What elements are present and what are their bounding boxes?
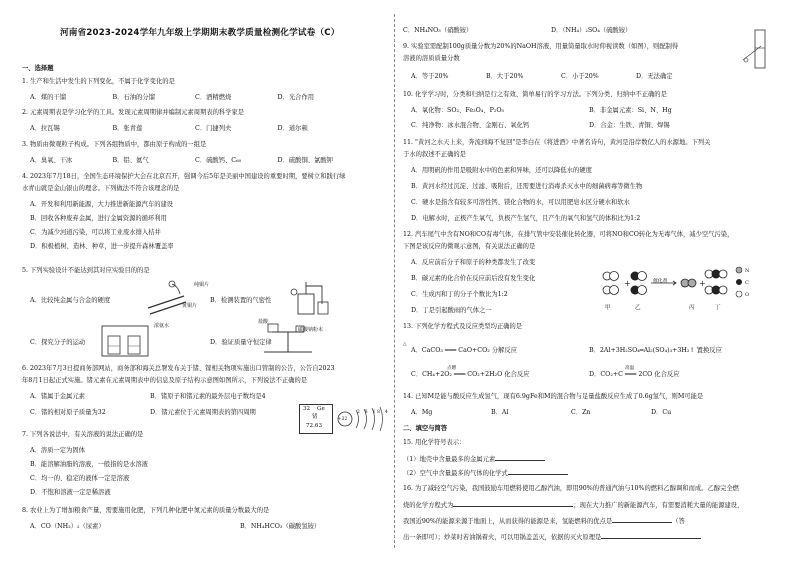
question-1-options	[30, 93, 360, 102]
cylinder-reading-figure	[743, 26, 773, 70]
question-3: 3. 物质由微观粒子构成。下列各组物质中，都由原子构成的一组是	[22, 141, 207, 148]
element-name: 锗	[312, 414, 318, 420]
section-heading-choice: 一、选择题	[22, 65, 54, 72]
molecule-motion-figure	[100, 322, 152, 360]
option-a[interactable]: A．溶质一定为固体	[30, 447, 85, 454]
option-c[interactable]: C．Zn	[571, 409, 591, 416]
option-a[interactable]: A．氧化物：SO₂、Fe₃O₄、P₂O₅	[411, 107, 505, 114]
option-b[interactable]: B．非金属元素：Si、N、Hg	[589, 107, 672, 114]
question-15-part1	[403, 454, 545, 464]
option-d[interactable]: D．（NH₄）₂SO₄（硫酸铵）	[551, 27, 632, 34]
option-a[interactable]: A．煤的干馏	[30, 94, 67, 101]
answer-blank[interactable]	[612, 516, 672, 523]
answer-blank[interactable]	[453, 500, 573, 507]
answer-blank[interactable]	[495, 454, 545, 461]
option-b[interactable]: B．检测装置的气密性	[210, 297, 272, 304]
legend-c: C	[745, 280, 749, 286]
question-1: 1. 生产和生活中发生的下列变化，不属于化学变化的是	[22, 78, 175, 85]
option-c[interactable]: C．硬水是指含有较多可溶性钙、镁化合物的水，可以用肥皂水区分硬水和软水	[411, 199, 630, 206]
question-16-line4	[403, 532, 701, 542]
condition-high-temp: 高温	[625, 366, 635, 371]
option-a[interactable]: A．CO（NH₂）₂（尿素）	[30, 523, 105, 530]
option-b[interactable]: B．NH₄HCO₃（碳酸氢铵）	[240, 523, 321, 530]
svg-text:+: +	[624, 279, 631, 288]
option-b[interactable]: B．2Al+3H₂SO₄═Al₂(SO₄)₃+3H₂↑ 置换反应	[589, 347, 722, 354]
question-9-line2: 溶液的溶质质量分数	[403, 55, 460, 62]
question-11-line1: 11. "黄河之水天上来，奔流到海不复回"是李白在《将进酒》中著名诗句，黄河是沿岸数亿人的水源地。下列关	[403, 139, 711, 146]
question-13: 13. 下列化学方程式及反应类型均正确的是	[403, 323, 523, 330]
option-c[interactable]: C．锗的相对原子质量为32	[30, 409, 106, 416]
option-c[interactable]: C．小于20%	[561, 73, 599, 80]
question-12-line1: 12. 汽车尾气中含有NO和CO有毒气体，在排气管中安装催化转化器，可将NO和CO转化为无毒气体，减少空气污染，	[403, 231, 734, 238]
question-15-part2-text: （2）空气中含量最多的气体的化学式	[403, 470, 508, 477]
svg-text:+: +	[699, 279, 706, 288]
question-4-line2: 水青山就是金山银山的理念。下列做法不符合该理念的是	[22, 185, 180, 192]
option-d[interactable]: D．硫酸铜、氯酸钾	[277, 157, 333, 164]
option-b[interactable]: B．张青莲	[112, 125, 143, 132]
product-label-ding: 丁	[715, 305, 721, 311]
question-16-line3-text: 我国近90%的能源来源于地面上，从而获得的能源是来，氢能燃料的优点是	[403, 518, 613, 525]
question-16-line2-text: 烧的化学方程式为	[403, 502, 454, 509]
option-d[interactable]: D．道尔顿	[277, 125, 308, 132]
option-d[interactable]: D．CO₂+C ═══ 2CO 化合反应	[589, 371, 680, 378]
option-c[interactable]: C．生成丙和丁的分子个数比为1:2	[411, 291, 508, 298]
question-9-line1: 9. 实验室需配制100g质量分数为20%的NaOH溶液，用量筒量取水时仰视读数（如图），则配制得	[403, 43, 679, 50]
option-b[interactable]: B．黄河水经过沉淀、过滤、吸附后，还需要进行消毒杀灭水中的细菌病毒等微生物	[411, 183, 643, 190]
product-label-bing: 丙	[689, 305, 695, 311]
question-5: 5. 下列实验设计不能达到其对应实验目的的是	[22, 267, 150, 274]
question-16-line3	[403, 516, 685, 526]
question-4-line1: 4. 2023年7月18日，全国生态环境保护大会在北京召开，强调今后5年是美丽中国建设的重要时期，要树立和践行绿	[22, 173, 346, 180]
option-d[interactable]: D．积极植树、造林、种草，进一步提升森林覆盖率	[30, 243, 174, 250]
question-12-line2: 下图是该反应的微观示意图，有关说法正确的是	[403, 243, 536, 250]
option-b[interactable]: B．碳元素的化合价在反应前后没有发生变化	[411, 275, 536, 282]
question-15: 15. 用化学符号表示：	[403, 439, 466, 446]
option-b[interactable]: B．锗原子和锗元素的最外层电子数均是4	[150, 393, 266, 400]
option-c[interactable]: C．门捷列夫	[195, 125, 232, 132]
question-16-line1: 16. 为了减轻空气污染，我国鼓励车用燃料使用乙醇汽油，即用90%的普通汽油与10%的燃料乙醇调和而成。乙醇完全燃	[403, 485, 739, 492]
question-8: 8. 农业上为了增加粮食产量，需要施用化肥，下列几种化肥中氮元素的质量分数最大的是	[22, 507, 270, 514]
fig-label-hcl: 盐酸	[258, 319, 269, 325]
option-d[interactable]: D．合金：生铁、青铜、焊锡	[589, 122, 670, 129]
question-6-line1: 6. 2023年7月3日提商务部网站，商务部和海关总署发布关于锗、镓相关物项实施出口管制的公告，公告自2023	[22, 365, 335, 372]
legend-n: N	[745, 268, 750, 274]
option-c[interactable]: C．均一的、稳定的液体一定是溶液	[30, 475, 130, 482]
option-a[interactable]: A．开发和利用新能源，大力推进新能源汽车的建设	[30, 201, 174, 208]
option-d[interactable]: D．电解水时，正极产生氧气，负极产生氢气，且产生的氧气和氢气的体积比为1:2	[411, 215, 641, 222]
question-14: 14. 已知M是能与酸反应生成氢气，现有6.9gFe和M的混合物与足量盐酸反应生成了0.6g氢气，则M可能是	[403, 393, 704, 400]
question-15-part1-text: （1）地壳中含量最多的金属元素	[403, 456, 496, 463]
question-2: 2. 元素周期表是学习化学的工具。发现元素周期律并编制元素周期表的科学家是	[22, 109, 245, 116]
option-d[interactable]: D．不饱和溶液一定是稀溶液	[30, 489, 111, 496]
option-b[interactable]: B．大于20%	[486, 73, 524, 80]
fig-label-pure-copper: 纯铜片	[194, 282, 210, 288]
option-b[interactable]: B．能溶解油脂的溶液，一般指的是水溶液	[30, 461, 148, 468]
option-d[interactable]: D．Cu	[651, 409, 672, 416]
option-b[interactable]: B．Al	[491, 409, 509, 416]
condition-ignite: 点燃	[447, 366, 457, 371]
option-a[interactable]: A．CaCO₃ ═══ CaO+CO₂ 分解反应	[411, 347, 518, 354]
option-c[interactable]: C．酒精燃烧	[195, 94, 232, 101]
option-a[interactable]: A．用明矾的作用是吸附水中的色素和异味，还可以降低水的硬度	[411, 167, 592, 174]
reactant-label-yi: 乙	[635, 305, 641, 311]
germanium-element-cell	[299, 404, 333, 434]
column-divider	[394, 14, 395, 548]
option-b[interactable]: B．回收各种废弃金属，进行金属资源的循环利用	[30, 215, 167, 222]
fig-label-brass: 黄铜片	[182, 303, 198, 309]
right-column	[403, 0, 773, 562]
reactant-label-jia: 甲	[605, 305, 611, 311]
section-heading-fill: 二、填空与简答	[403, 425, 448, 432]
option-a[interactable]: A．Mg	[411, 409, 433, 416]
electron-shells: 2 8 18 4	[357, 410, 390, 415]
option-a[interactable]: A．反应前后分子和原子的种类都发生了改变	[411, 259, 536, 266]
condition-heat: △	[403, 342, 407, 347]
question-10: 10. 化学学习时，分类和归纳是行之有效、简单易行的学习方法。下列分类、归纳中不正确的是	[403, 91, 667, 98]
option-c[interactable]: C．NH₄NO₃（硝酸铵）	[403, 27, 473, 34]
option-a[interactable]: A．比较纯金属与合金的硬度	[30, 297, 111, 304]
element-symbol: Ge	[317, 406, 325, 412]
option-c[interactable]: C．硫酸钙、C₆₀	[195, 157, 242, 164]
left-column	[22, 0, 388, 562]
option-c[interactable]: C．探究分子的运动	[30, 339, 86, 346]
option-d[interactable]: D．光合作用	[277, 94, 315, 101]
question-16-line4-text: 出一条即可）；炒菜时若油锅着火，可以用锅盖盖灭，依据的灭火原理是	[403, 534, 602, 541]
option-a[interactable]: A．臭氧、干冰	[30, 157, 73, 164]
question-16-line2	[403, 500, 743, 510]
option-a[interactable]: A．锗属于金属元素	[30, 393, 85, 400]
option-d[interactable]: D．验证质量守恒定律	[210, 339, 272, 346]
reaction-micro-diagram	[599, 258, 749, 316]
option-b[interactable]: B．铝、氦气	[112, 157, 149, 164]
airtightness-figure	[284, 278, 334, 318]
answer-blank[interactable]	[601, 532, 701, 539]
question-14-options	[411, 408, 731, 417]
option-d[interactable]: D．丁是引起酸雨的气体之一	[411, 307, 492, 314]
question-15-part2	[403, 468, 568, 478]
option-c[interactable]: C．CH₄+2O₂ ═══ CO₂+2H₂O 化合反应	[411, 371, 530, 378]
option-b[interactable]: B．石油的分馏	[112, 94, 155, 101]
option-d[interactable]: D．无法确定	[636, 73, 673, 80]
legend-o: O	[745, 292, 750, 298]
answer-blank[interactable]	[508, 468, 568, 475]
fig-label-na2co3: 碳酸钠粉末	[298, 327, 324, 333]
question-16-line2-tail: ；现在大力推广的新能源汽车，有需要消耗大量的能源建设，	[573, 502, 744, 509]
exam-title: 河南省2023-2024学年九年级上学期期末教学质量检测化学试卷（C）	[60, 28, 340, 38]
option-c[interactable]: C．为减少河道污染，可以将工业废水排入桔井	[30, 229, 161, 236]
question-7: 7. 下列各说法中，有关溶液的说法正确的是	[22, 431, 144, 438]
fig-label-ammonia: 浓氨水	[154, 323, 170, 329]
atomic-mass: 72.63	[306, 423, 323, 429]
question-2-options	[30, 124, 360, 133]
catalyst-label: 催化剂	[653, 279, 668, 284]
question-9-options	[411, 72, 711, 81]
question-3-options	[30, 156, 360, 165]
atomic-number: 32	[303, 406, 311, 412]
option-a[interactable]: A．等于20%	[411, 73, 449, 80]
nucleus-charge: +32	[338, 417, 348, 422]
option-c[interactable]: C．纯净物：冰水混合物、金刚石、氧化钙	[411, 122, 530, 129]
question-11-line2: 于水的叙述不正确的是	[403, 151, 466, 158]
option-a[interactable]: A．拉瓦锡	[30, 125, 60, 132]
option-d[interactable]: D．锗元素位于元素周期表的第四周期	[150, 409, 256, 416]
question-16-line3-tail: （答	[672, 518, 685, 525]
question-6-line2: 年8月1日起正式实施。锗元素在元素周期表中的信息及原子结构示意图如图所示，下列说法不正确的是	[22, 377, 308, 384]
